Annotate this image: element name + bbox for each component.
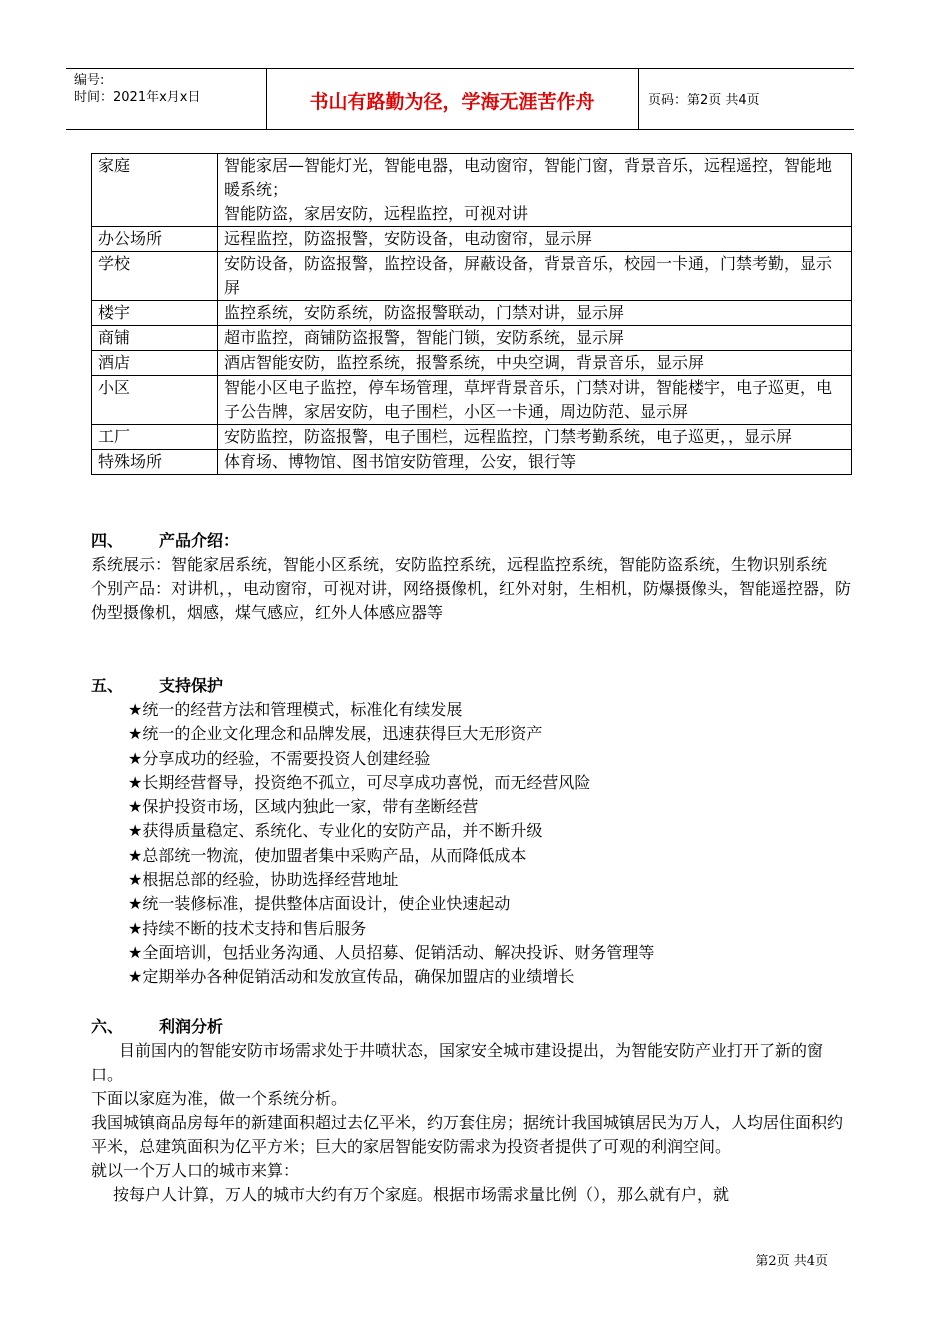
header-divider [638, 69, 639, 129]
table-row [92, 376, 852, 425]
application-table [91, 153, 852, 475]
products-text: 个别产品：对讲机，，电动窗帘，可视对讲，网络摄像机，红外对射，生相机，防爆摄像头，智能遥控器，防伪型摄像机，烟感，煤气感应，红外人体感应器等 [91, 579, 852, 622]
list-item: ★ 总部统一物流，使加盟者集中采购产品，从而降低成本 [128, 844, 848, 868]
list-item: ★ 长期经营督导，投资绝不孤立，可尽享成功喜悦，而无经营风险 [128, 771, 848, 795]
section-profit [91, 1015, 851, 1207]
items-cell: 安防监控，防盗报警，电子围栏，远程监控，门禁考勤系统，电子巡更，，显示屏 [218, 425, 852, 450]
section-products [91, 529, 851, 625]
profit-paragraph: 目前国内的智能安防市场需求处于井喷状态，国家安全城市建设提出，为智能安防产业打开了新的窗口。 [91, 1041, 824, 1084]
list-item: ★ 获得质量稳定、系统化、专业化的安防产品，并不断升级 [128, 819, 848, 843]
place-cell: 特殊场所 [92, 450, 218, 475]
page-header [66, 68, 854, 130]
list-item: ★ 统一装修标准，提供整体店面设计，使企业快速起动 [128, 892, 848, 916]
table-row [92, 425, 852, 450]
table-row [92, 450, 852, 475]
place-cell: 办公场所 [92, 227, 218, 252]
items-cell: 体育场、博物馆、图书馆安防管理，公安，银行等 [218, 450, 852, 475]
section-title: 支持保护 [159, 676, 224, 695]
items-cell: 安防设备，防盗报警，监控设备，屏蔽设备，背景音乐，校园一卡通，门禁考勤，显示屏 [218, 252, 852, 301]
section-number: 五、 [91, 676, 124, 695]
items-cell: 智能家居—智能灯光，智能电器，电动窗帘，智能门窗，背景音乐，远程遥控，智能地暖系统； 智能防盗，家居安防，远程监控，可视对讲 [218, 154, 852, 227]
support-list [128, 698, 848, 990]
table-row [92, 326, 852, 351]
section-heading [91, 674, 851, 698]
header-meta [74, 72, 200, 106]
place-cell: 学校 [92, 252, 218, 301]
number-label: 编号: [74, 73, 105, 88]
time-label: 时间：2021年x月x日 [74, 90, 201, 105]
section-support-heading [91, 674, 851, 698]
list-item: ★ 分享成功的经验，不需要投资人创建经验 [128, 747, 848, 771]
list-item: ★ 根据总部的经验，协助选择经营地址 [128, 868, 848, 892]
section-heading [91, 529, 851, 553]
system-display-text: 系统展示：智能家居系统，智能小区系统，安防监控系统，远程监控系统，智能防盗系统，生物识别系统 [91, 555, 828, 574]
items-cell: 超市监控，商铺防盗报警，智能门锁，安防系统，显示屏 [218, 326, 852, 351]
section-heading [91, 1015, 851, 1039]
profit-paragraph: 就以一个万人口的城市来算： [91, 1161, 300, 1180]
page-info: 页码：第2页 共4页 [648, 93, 760, 108]
table-row [92, 351, 852, 376]
table-row [92, 252, 852, 301]
items-cell: 监控系统，安防系统，防盗报警联动，门禁对讲，显示屏 [218, 301, 852, 326]
place-cell: 酒店 [92, 351, 218, 376]
list-item: ★ 统一的企业文化理念和品牌发展，迅速获得巨大无形资产 [128, 722, 848, 746]
profit-paragraph: 按每户人计算，万人的城市大约有万个家庭。根据市场需求量比例（），那么就有户，就 [113, 1185, 730, 1204]
list-item: ★ 定期举办各种促销活动和发放宣传品，确保加盟店的业绩增长 [128, 965, 848, 989]
list-item: ★ 持续不断的技术支持和售后服务 [128, 917, 848, 941]
profit-paragraph: 下面以家庭为准，做一个系统分析。 [91, 1089, 348, 1108]
table-row [92, 301, 852, 326]
page-footer: 第2页 共4页 [755, 1254, 828, 1269]
list-item: ★ 全面培训，包括业务沟通、人员招募、促销活动、解决投诉、财务管理等 [128, 941, 848, 965]
list-item: ★ 保护投资市场，区域内独此一家，带有垄断经营 [128, 795, 848, 819]
table-row [92, 227, 852, 252]
profit-paragraph: 我国城镇商品房每年的新建面积超过去亿平米，约万套住房；据统计我国城镇居民为万人，人均居住面积约平米，总建筑面积为亿平方米；巨大的家居智能安防需求为投资者提供了可观的利润空间。 [91, 1113, 844, 1156]
items-cell: 远程监控，防盗报警，安防设备，电动窗帘，显示屏 [218, 227, 852, 252]
items-cell: 酒店智能安防，监控系统，报警系统，中央空调，背景音乐，显示屏 [218, 351, 852, 376]
section-number: 四、 [91, 531, 124, 550]
section-number: 六、 [91, 1017, 124, 1036]
place-cell: 楼宇 [92, 301, 218, 326]
items-cell: 智能小区电子监控，停车场管理，草坪背景音乐，门禁对讲，智能楼宇，电子巡更，电子公告牌，家居安防，电子围栏，小区一卡通，周边防范、显示屏 [218, 376, 852, 425]
place-cell: 工厂 [92, 425, 218, 450]
section-title: 产品介绍： [159, 531, 240, 550]
place-cell: 家庭 [92, 154, 218, 227]
table-row [92, 154, 852, 227]
list-item: ★ 统一的经营方法和管理模式，标准化有续发展 [128, 698, 848, 722]
place-cell: 商铺 [92, 326, 218, 351]
place-cell: 小区 [92, 376, 218, 425]
section-title: 利润分析 [159, 1017, 224, 1036]
motto: 书山有路勤为径，学海无涯苦作舟 [309, 91, 595, 113]
